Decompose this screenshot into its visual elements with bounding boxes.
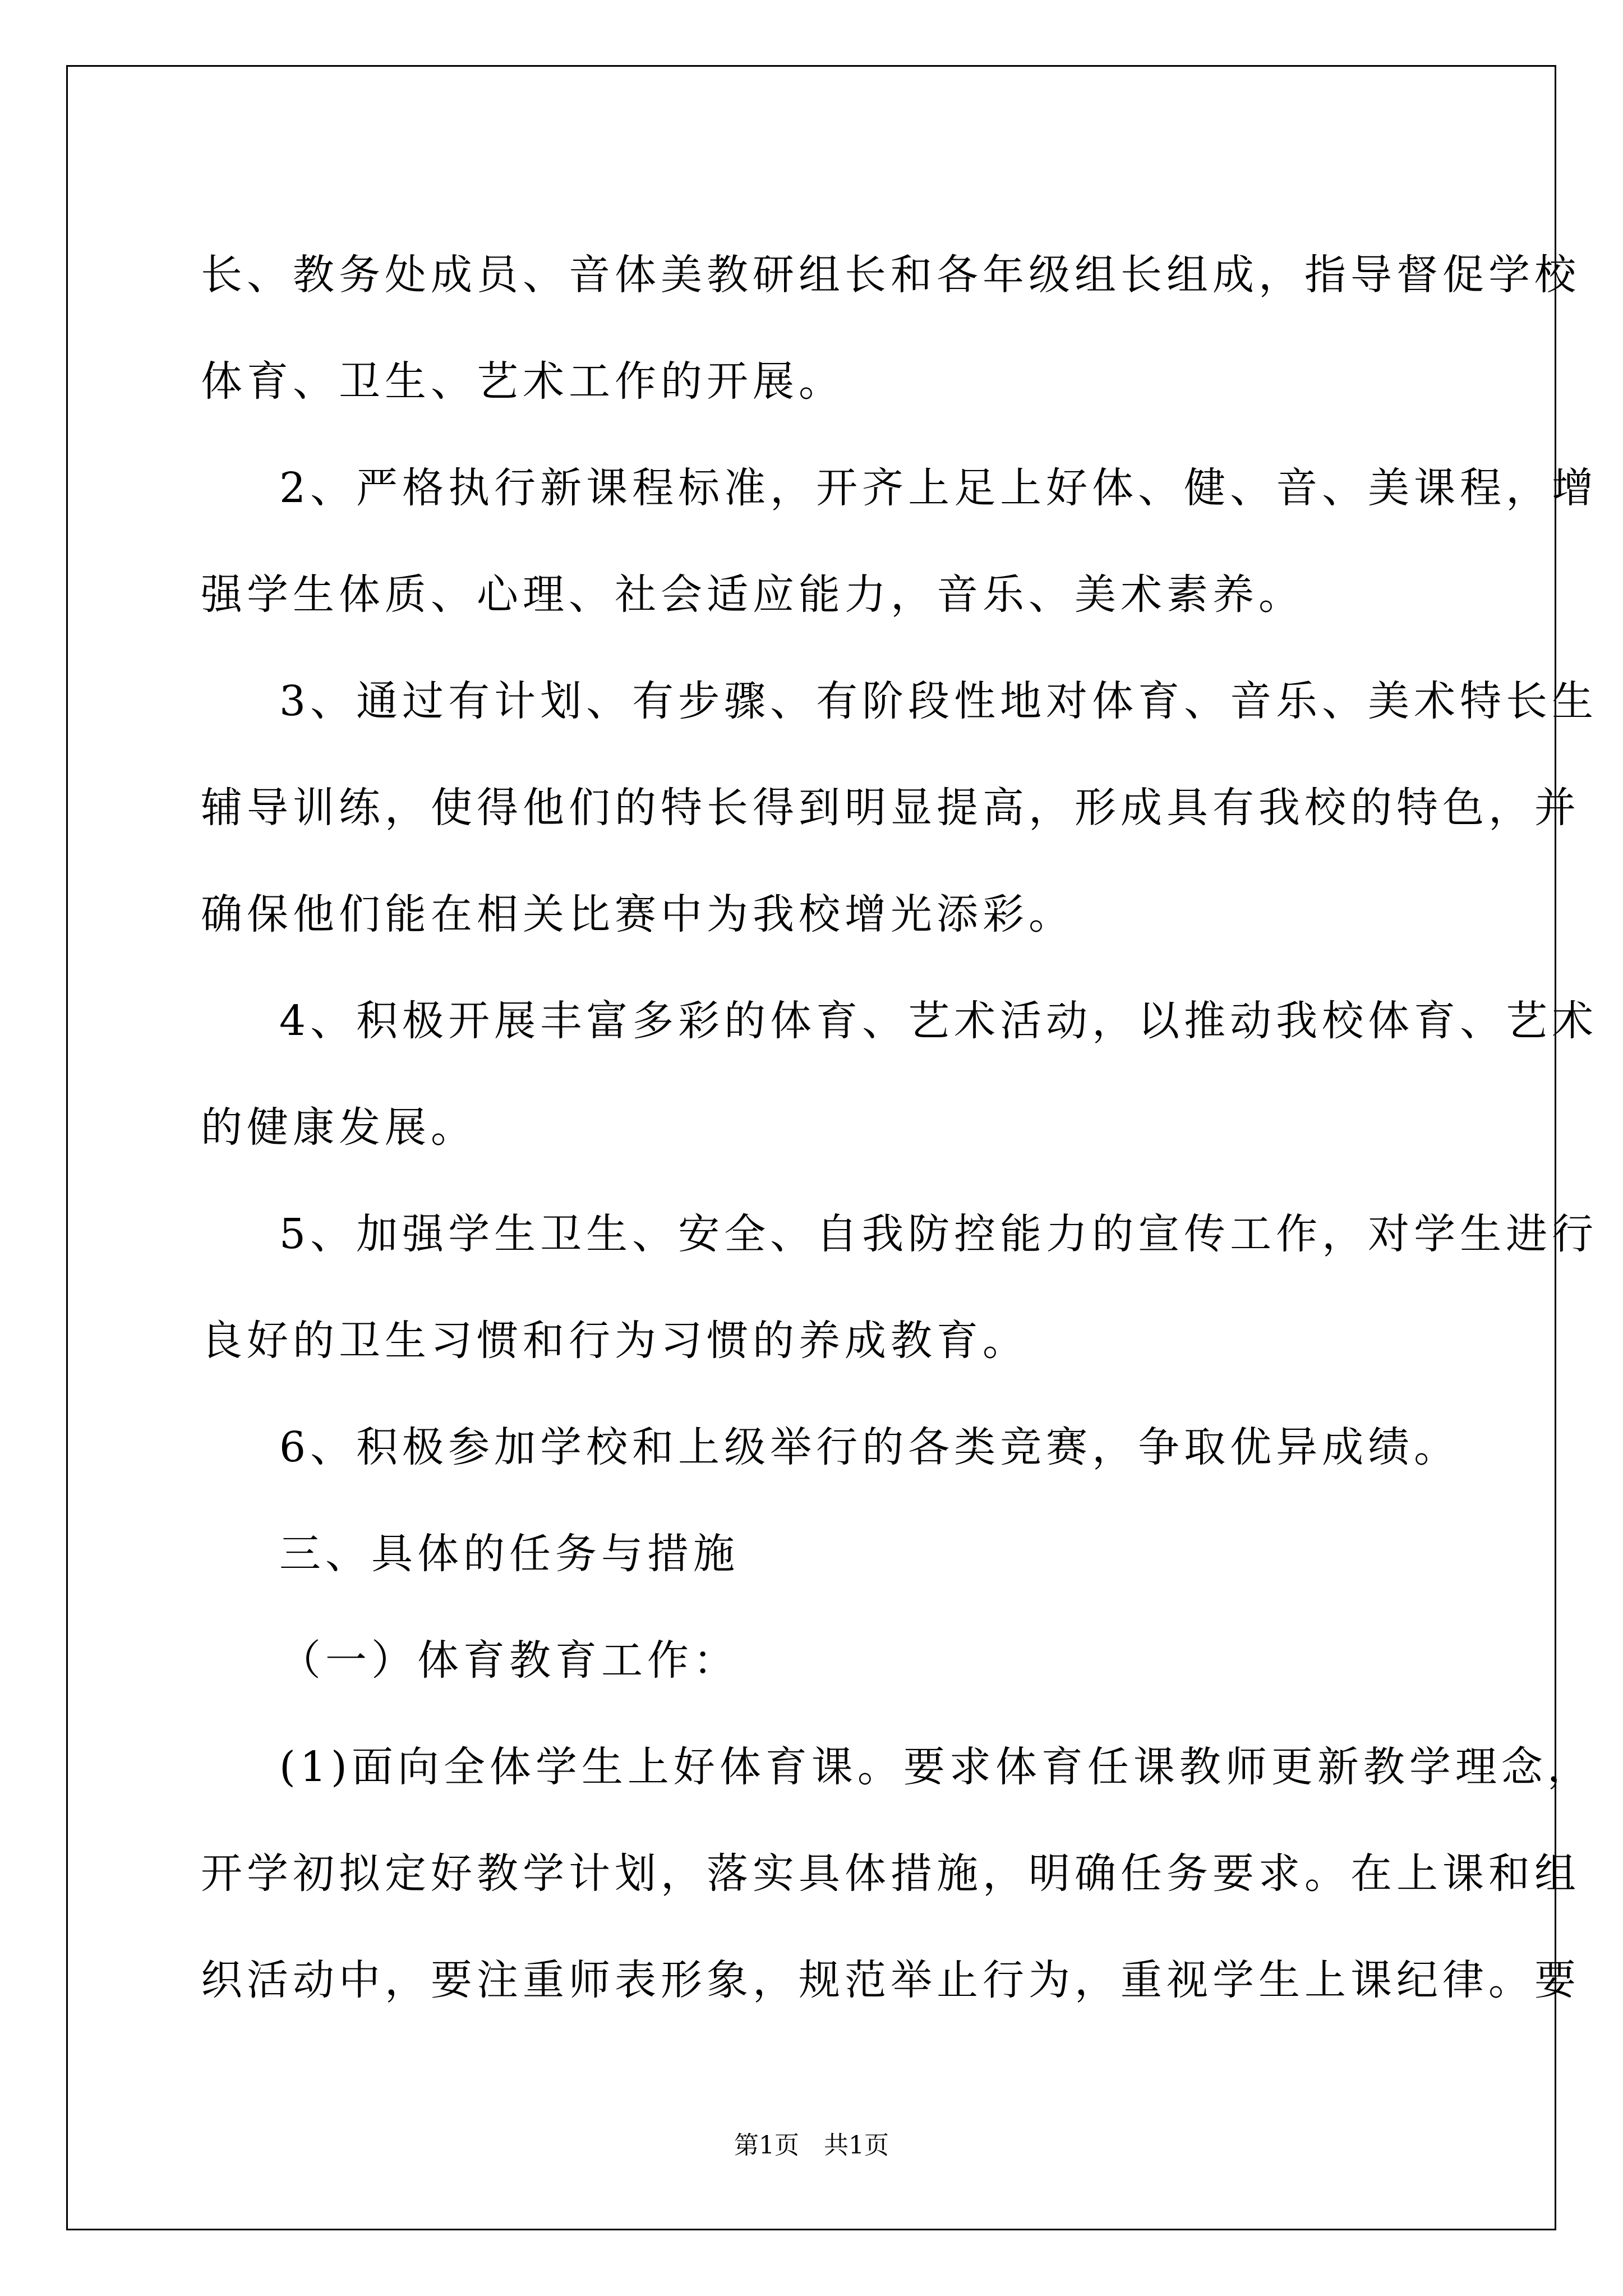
subsection-heading: （一）体育教育工作： (279, 1636, 739, 1685)
paragraph-line: 确保他们能在相关比赛中为我校增光添彩。 (201, 890, 1075, 938)
paragraph-line: 强学生体质、心理、社会适应能力，音乐、美术素养。 (201, 570, 1304, 619)
paragraph-line: 辅导训练，使得他们的特长得到明显提高，形成具有我校的特色，并 (201, 784, 1580, 832)
section-heading: 三、具体的任务与措施 (279, 1530, 739, 1578)
paragraph-line: 良好的卫生习惯和行为习惯的养成教育。 (201, 1317, 1029, 1365)
paragraph-line: (1)面向全体学生上好体育课。要求体育任课教师更新教学理念， (279, 1743, 1593, 1791)
document-body (201, 222, 1598, 2033)
paragraph-line: 长、教务处成员、音体美教研组长和各年级组长组成，指导督促学校 (201, 251, 1580, 299)
page-footer: 第1页 共1页 (734, 2131, 889, 2160)
paragraph-line: 的健康发展。 (201, 1103, 477, 1152)
paragraph-line: 2、严格执行新课程标准，开齐上足上好体、健、音、美课程，增 (279, 464, 1598, 512)
paragraph-line: 3、通过有计划、有步骤、有阶段性地对体育、音乐、美术特长生 (279, 677, 1598, 725)
paragraph-line: 体育、卫生、艺术工作的开展。 (201, 357, 845, 406)
paragraph-line: 织活动中，要注重师表形象，规范举止行为，重视学生上课纪律。要 (201, 1956, 1580, 2004)
paragraph-line: 开学初拟定好教学计划，落实具体措施，明确任务要求。在上课和组 (201, 1849, 1580, 1898)
paragraph-line: 6、积极参加学校和上级举行的各类竞赛，争取优异成绩。 (279, 1423, 1460, 1471)
paragraph-line: 4、积极开展丰富多彩的体育、艺术活动，以推动我校体育、艺术 (279, 997, 1598, 1045)
paragraph-line: 5、加强学生卫生、安全、自我防控能力的宣传工作，对学生进行 (279, 1210, 1598, 1258)
